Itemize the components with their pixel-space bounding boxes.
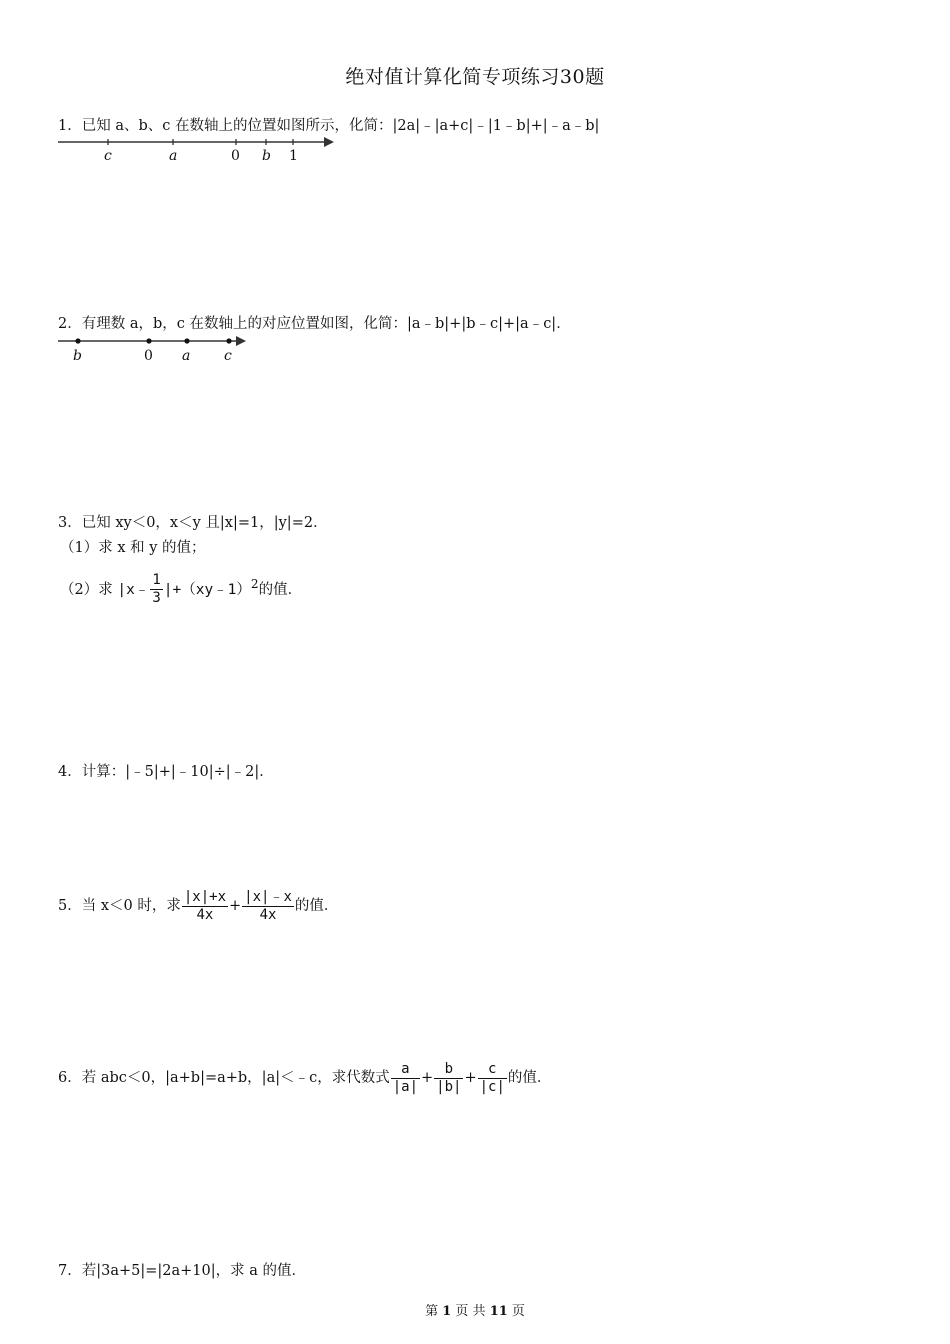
footer-post: 页: [511, 1304, 525, 1319]
plus-sign: +: [229, 898, 242, 914]
fraction-c: [478, 1061, 507, 1096]
fraction-b: [434, 1061, 463, 1096]
part2-prefix: （2）求: [60, 581, 113, 598]
plus-sign: +: [464, 1070, 477, 1086]
question-3-part1: （1）求 x 和 y 的值；: [60, 540, 206, 556]
question-2-text: 2．有理数 a，b，c 在数轴上的对应位置如图，化简：|a﹣b|+|b﹣c|+|a﹣c|．: [58, 316, 571, 332]
frac-numerator: |x|﹣x: [244, 888, 292, 905]
total-pages: 11: [489, 1304, 508, 1319]
axis-label-c: c: [104, 148, 112, 164]
frac-numerator: c: [478, 1061, 507, 1079]
fraction-one-third: [150, 572, 162, 607]
footer-pre: 第: [425, 1304, 439, 1319]
part2-expr-b: |+（xy﹣1）: [163, 581, 251, 598]
frac-numerator: a: [391, 1061, 420, 1079]
q6-suffix: 的值．: [507, 1070, 552, 1086]
frac-denominator: |b|: [436, 1078, 462, 1095]
frac-numerator: |x|+x: [183, 888, 227, 905]
fraction-1: [182, 889, 228, 924]
question-6: [58, 1056, 551, 1100]
frac-numerator: b: [434, 1061, 463, 1079]
frac-denominator: 3: [152, 590, 161, 607]
frac-denominator: 4x: [196, 906, 214, 923]
axis-label-a: a: [182, 348, 191, 364]
page-footer: [0, 1300, 950, 1319]
q5-suffix: 的值．: [294, 898, 339, 914]
question-7-text: 7．若|3a+5|=|2a+10|，求 a 的值．: [58, 1263, 306, 1279]
footer-mid: 页 共: [455, 1304, 486, 1319]
part2-exponent: 2: [250, 577, 259, 591]
axis-label-b: b: [262, 148, 271, 164]
fraction-a: [391, 1061, 420, 1096]
question-3-text: 3．已知 xy＜0，x＜y 且|x|=1，|y|=2．: [58, 515, 328, 531]
frac-denominator: |a|: [392, 1078, 419, 1095]
frac-numerator: 1: [152, 572, 161, 589]
frac-denominator: 4x: [259, 906, 277, 923]
part2-expr-a: |x﹣: [117, 581, 150, 598]
number-line-q1: [58, 136, 343, 174]
current-page-number: 1: [442, 1304, 452, 1319]
axis-label-0: 0: [144, 348, 153, 364]
fraction-2: [242, 889, 294, 924]
axis-label-1: 1: [289, 148, 298, 164]
question-5: [58, 884, 338, 928]
q6-prefix: 6．若 abc＜0，|a+b|=a+b，|a|＜﹣c，求代数式: [58, 1070, 390, 1086]
axis-label-c: c: [224, 348, 232, 364]
axis-label-0: 0: [231, 148, 240, 164]
question-3-part2: [60, 564, 302, 610]
question-1-text: 1．已知 a、b、c 在数轴上的位置如图所示，化简：|2a|﹣|a+c|﹣|1﹣b|+|﹣a﹣b|: [58, 118, 600, 134]
frac-denominator: |c|: [479, 1078, 505, 1095]
plus-sign: +: [421, 1070, 434, 1086]
part2-suffix: 的值．: [258, 581, 303, 598]
axis-label-b: b: [73, 348, 82, 364]
number-line-q2: [58, 334, 253, 372]
q5-prefix: 5．当 x＜0 时，求: [58, 898, 181, 914]
question-4-text: 4．计算：|﹣5|+|﹣10|÷|﹣2|．: [58, 764, 274, 780]
axis-label-a: a: [169, 148, 178, 164]
page-title: 绝对值计算化简专项练习30题: [345, 66, 605, 88]
